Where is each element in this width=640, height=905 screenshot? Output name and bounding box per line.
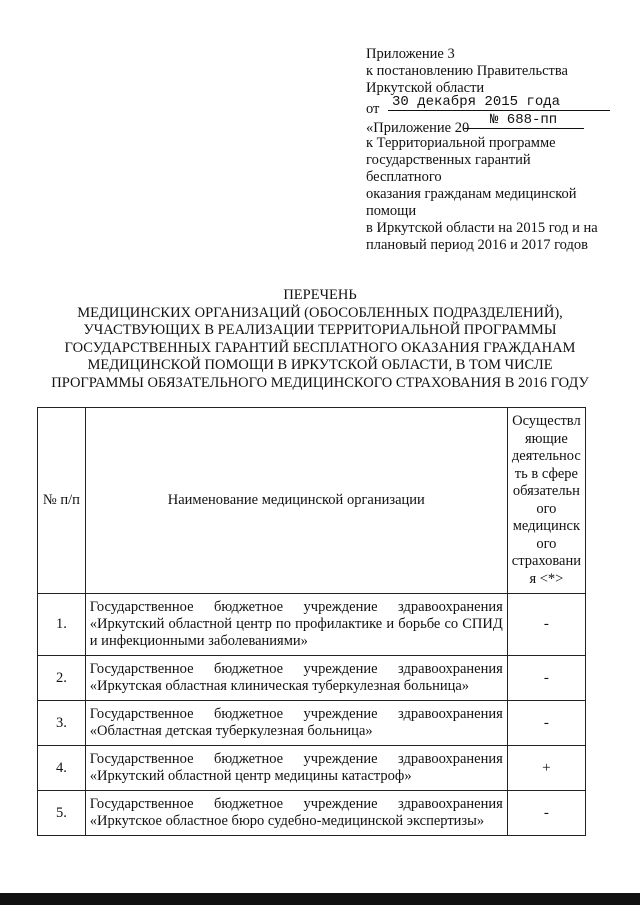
title-line: ПЕРЕЧЕНЬ (283, 287, 357, 303)
row-name: Государственное бюджетное учреждение здравоохранения «Иркутский областной центр по профилактике и борьбе со СПИД и инфекционными заболеваниями» (85, 594, 507, 656)
row-name: Государственное бюджетное учреждение здравоохранения «Иркутская областная клиническая туберкулезная больница» (85, 656, 507, 701)
table-row (38, 594, 586, 656)
number-row (366, 112, 628, 136)
scan-edge (0, 893, 640, 905)
appendix-line: бесплатного (366, 169, 442, 185)
header-oms-line: я <*> (529, 570, 564, 587)
appendix-line: Приложение 3 (366, 46, 455, 62)
header-oms-line: яющие (524, 430, 568, 447)
title-line: ПРОГРАММЫ ОБЯЗАТЕЛЬНОГО МЕДИЦИНСКОГО СТРАХОВАНИЯ В 2016 ГОДУ (51, 374, 589, 391)
ref-label: «Приложение 20 (366, 120, 470, 136)
row-oms: - (507, 656, 585, 701)
header-oms-line: обязательн (512, 483, 580, 499)
row-num: 2. (38, 656, 86, 701)
table-row (38, 791, 586, 836)
appendix-line: Иркутской области (366, 80, 485, 96)
row-oms: - (507, 791, 585, 836)
appendix-line: оказания гражданам медицинской (366, 186, 577, 202)
table-row (38, 656, 586, 701)
title-line: МЕДИЦИНСКОЙ ПОМОЩИ В ИРКУТСКОЙ ОБЛАСТИ, В ТОМ ЧИСЛЕ (87, 357, 553, 374)
header-oms-line: ого (536, 535, 557, 552)
header-oms (507, 408, 585, 594)
appendix-line: помощи (366, 203, 417, 219)
row-name: Государственное бюджетное учреждение здравоохранения «Иркутское областное бюро судебно-медицинской экспертизы» (85, 791, 507, 836)
header-oms-line: ого (536, 500, 557, 517)
date-stamp: 30 декабря 2015 года (388, 95, 610, 111)
row-num: 1. (38, 594, 86, 656)
appendix-line: государственных гарантий (366, 152, 531, 168)
row-oms: - (507, 701, 585, 746)
table-row (38, 701, 586, 746)
row-name: Государственное бюджетное учреждение здравоохранения «Иркутский областной центр медицины катастроф» (85, 746, 507, 791)
appendix-block (366, 46, 628, 254)
row-oms: - (507, 594, 585, 656)
header-num: № п/п (38, 408, 86, 594)
from-label: от (366, 101, 380, 117)
appendix-line: к Территориальной программе (366, 135, 556, 151)
appendix-line: плановый период 2016 и 2017 годов (366, 237, 588, 253)
number-stamp: № 688-пп (464, 113, 584, 129)
table-header-row (38, 408, 586, 594)
header-oms-line: Осуществл (512, 413, 581, 429)
header-oms-line: деятельнос (511, 448, 581, 464)
table-row (38, 746, 586, 791)
title-line: УЧАСТВУЮЩИХ В РЕАЛИЗАЦИИ ТЕРРИТОРИАЛЬНОЙ ПРОГРАММЫ (83, 322, 557, 339)
title-line: ГОСУДАРСТВЕННЫХ ГАРАНТИЙ БЕСПЛАТНОГО ОКАЗАНИЯ ГРАЖДАНАМ (64, 339, 576, 356)
row-num: 4. (38, 746, 86, 791)
row-num: 5. (38, 791, 86, 836)
header-oms-line: ть в сфере (514, 465, 578, 482)
organizations-table (37, 407, 586, 836)
document-title (20, 287, 620, 393)
row-oms: + (507, 746, 585, 791)
row-name: Государственное бюджетное учреждение здравоохранения «Областная детская туберкулезная больница» (85, 701, 507, 746)
header-oms-line: медицинск (512, 518, 581, 534)
appendix-line: к постановлению Правительства (366, 63, 568, 79)
header-name: Наименование медицинской организации (85, 408, 507, 594)
title-line: МЕДИЦИНСКИХ ОРГАНИЗАЦИЙ (ОБОСОБЛЕННЫХ ПОДРАЗДЕЛЕНИЙ), (77, 304, 563, 321)
appendix-line: в Иркутской области на 2015 год и на (366, 220, 598, 236)
row-num: 3. (38, 701, 86, 746)
header-oms-line: страховани (511, 553, 581, 569)
